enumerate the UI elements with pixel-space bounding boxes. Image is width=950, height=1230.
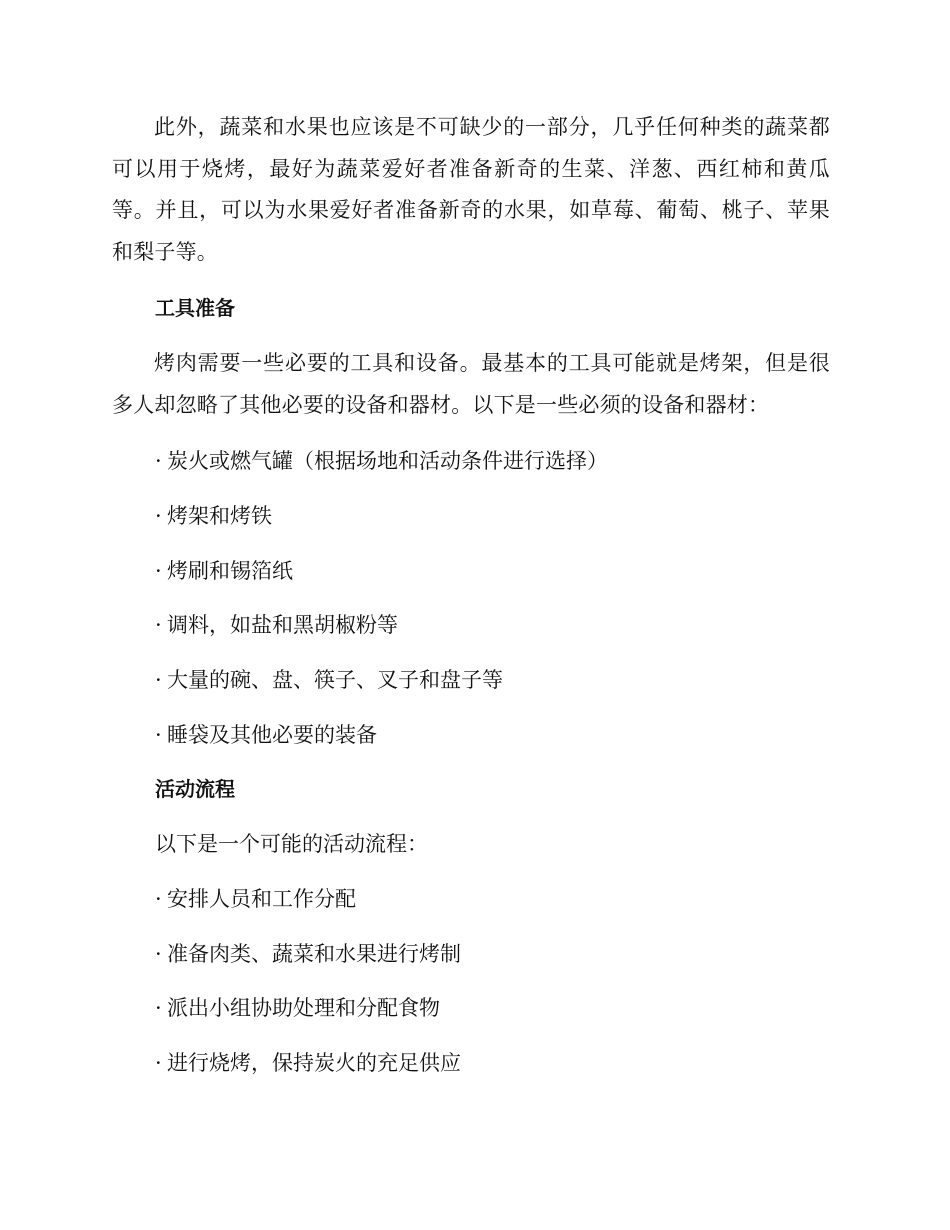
list-item-text: 睡袋及其他必要的装备	[167, 723, 377, 747]
paragraph-tools-intro: 烤肉需要一些必要的工具和设备。最基本的工具可能就是烤架，但是很多人却忽略了其他必要的设备和器材。以下是一些必须的设备和器材：	[112, 351, 830, 417]
list-item-tools-5	[155, 665, 503, 695]
paragraph-vegetables-fruits: 此外，蔬菜和水果也应该是不可缺少的一部分，几乎任何种类的蔬菜都可以用于烧烤，最好为蔬菜爱好者准备新奇的生菜、洋葱、西红柿和黄瓜等。并且，可以为水果爱好者准备新奇的水果，如草莓、葡萄、桃子、苹果和梨子等。	[112, 115, 830, 264]
list-item-text: 大量的碗、盘、筷子、叉子和盘子等	[167, 668, 503, 692]
list-item-process-4	[155, 1048, 461, 1078]
list-item-text: 安排人员和工作分配	[167, 887, 356, 911]
bullet-icon: ·	[155, 887, 162, 911]
list-item-process-1	[155, 884, 356, 914]
heading-process: 活动流程	[155, 777, 235, 801]
list-item-text: 进行烧烤，保持炭火的充足供应	[167, 1051, 461, 1075]
list-item-tools-3	[155, 556, 293, 586]
list-item-process-3	[155, 993, 440, 1023]
bullet-icon: ·	[155, 504, 162, 528]
bullet-icon: ·	[155, 668, 162, 692]
list-item-text: 炭火或燃气罐（根据场地和活动条件进行选择）	[167, 449, 608, 473]
bullet-icon: ·	[155, 1051, 162, 1075]
bullet-icon: ·	[155, 613, 162, 637]
bullet-icon: ·	[155, 723, 162, 747]
list-item-tools-1	[155, 446, 608, 476]
list-item-text: 派出小组协助处理和分配食物	[167, 996, 440, 1020]
list-item-tools-6	[155, 720, 377, 750]
list-item-tools-4	[155, 610, 398, 640]
bullet-icon: ·	[155, 942, 162, 966]
bullet-icon: ·	[155, 996, 162, 1020]
list-item-text: 烤刷和锡箔纸	[167, 559, 293, 583]
list-item-process-2	[155, 939, 461, 969]
heading-tools: 工具准备	[155, 296, 235, 320]
list-item-text: 烤架和烤铁	[167, 504, 272, 528]
list-item-text: 准备肉类、蔬菜和水果进行烤制	[167, 942, 461, 966]
list-item-text: 调料，如盐和黑胡椒粉等	[167, 613, 398, 637]
paragraph-process-intro: 以下是一个可能的活动流程：	[155, 832, 428, 856]
bullet-icon: ·	[155, 559, 162, 583]
list-item-tools-2	[155, 501, 272, 531]
bullet-icon: ·	[155, 449, 162, 473]
